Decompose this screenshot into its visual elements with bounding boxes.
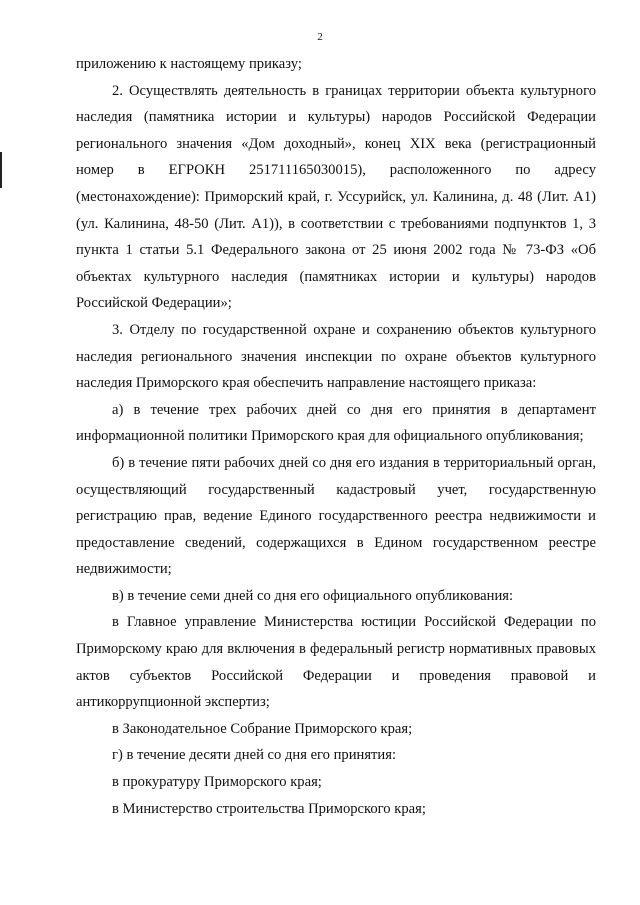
paragraph-recipient-justice: в Главное управление Министерства юстиции Российской Федерации по Приморскому краю для включения в федеральный регистр нормативных правовых актов субъектов Российской Федерации и проведения правовой и антикоррупционной экспертиз; <box>76 614 596 711</box>
paragraph-continuation: приложению к настоящему приказу; <box>76 56 302 72</box>
paragraph-subitem-v: в) в течение семи дней со дня его официального опубликования: <box>112 587 514 604</box>
paragraph-item-2: 2. Осуществлять деятельность в границах территории объекта культурного наследия (памятника истории и культуры) народов Российской Федерации регионального значения «Дом доходный», конец XIX века (регистрационный номер в ЕГРОКН 251711165030015), расположенного по адресу (местонахождение): Приморский край, г. Уссурийск, ул. Калинина, д. 48 (Лит. А1) (ул. Калинина, 48-50 (Лит. А1)), в соответствии с требованиями подпунктов 1, 3 пункта 1 статьи 5.1 Федерального закона от 25 июня 2002 года № 73-ФЗ «Об объектах культурного наследия (памятниках истории и культуры) народов Российской Федерации»; <box>76 82 596 312</box>
paragraph-recipient-assembly: в Законодательное Собрание Приморского края; <box>112 720 413 737</box>
paragraph-subitem-a: а) в течение трех рабочих дней со дня его принятия в департамент информационной политики Приморского края для официального опубликования; <box>76 401 596 445</box>
paragraph-item-3: 3. Отделу по государственной охране и сохранению объектов культурного наследия регионального значения инспекции по охране объектов культурного наследия Приморского края обеспечить направление настоящего приказа: <box>76 321 596 392</box>
margin-rule <box>0 152 2 188</box>
document-body <box>76 51 596 822</box>
page-number: 2 <box>317 31 323 43</box>
paragraph-subitem-b: б) в течение пяти рабочих дней со дня его издания в территориальный орган, осуществляющий государственный кадастровый учет, государственную регистрацию прав, ведение Единого государственного реестра недвижимости и предоставление сведений, содержащихся в Едином государственном реестре недвижимости; <box>76 454 596 578</box>
paragraph-subitem-g: г) в течение десяти дней со дня его принятия: <box>112 747 397 764</box>
paragraph-recipient-prosecutor: в прокуратуру Приморского края; <box>112 774 322 791</box>
paragraph-recipient-ministry: в Министерство строительства Приморского края; <box>112 800 426 817</box>
